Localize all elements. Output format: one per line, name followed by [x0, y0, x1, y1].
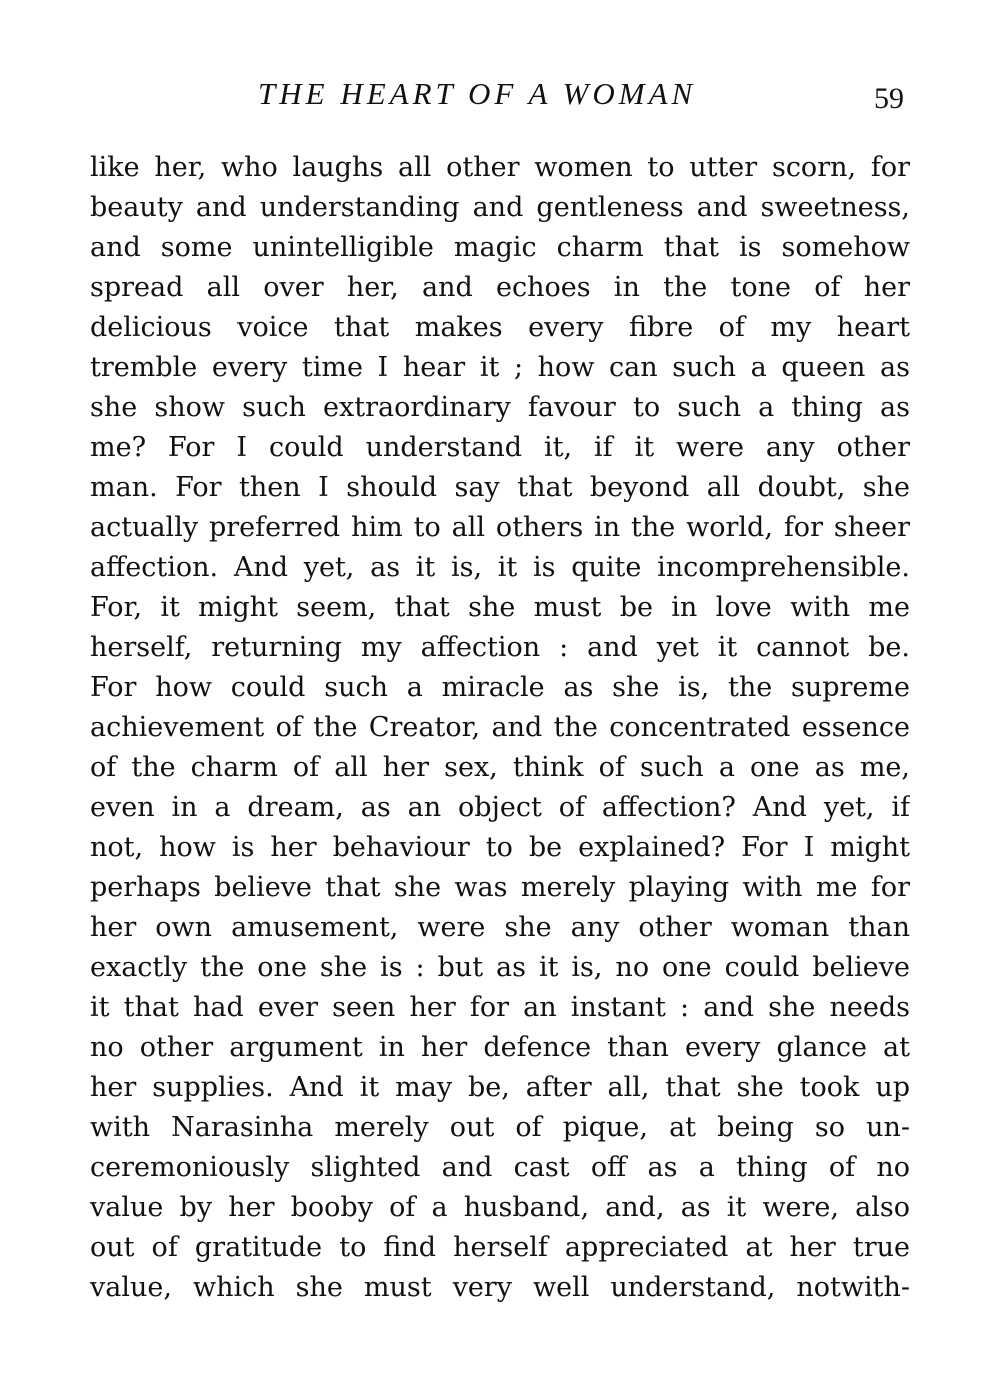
text-line: value, which she must very well understand, notwith-	[90, 1272, 910, 1303]
text-line: her own amusement, were she any other woman than	[90, 912, 910, 943]
text-line: with Narasinha merely out of pique, at being so un-	[90, 1112, 910, 1143]
text-line: even in a dream, as an object of affection? And yet, if	[90, 792, 910, 823]
running-title: THE HEART OF A WOMAN	[258, 76, 697, 111]
text-line: value by her booby of a husband, and, as it were, also	[90, 1192, 910, 1223]
text-line: achievement of the Creator, and the concentrated essence	[90, 712, 910, 743]
text-line: me? For I could understand it, if it were any other	[90, 432, 910, 463]
text-line: she show such extraordinary favour to such a thing as	[90, 392, 910, 423]
text-line: her supplies. And it may be, after all, that she took up	[90, 1072, 910, 1103]
text-line: it that had ever seen her for an instant : and she needs	[90, 992, 910, 1023]
text-line: herself, returning my affection : and yet it cannot be.	[90, 632, 910, 663]
text-line: For how could such a miracle as she is, the supreme	[90, 672, 910, 703]
text-line: out of gratitude to find herself appreciated at her true	[90, 1232, 910, 1263]
text-line: no other argument in her defence than every glance at	[90, 1032, 910, 1063]
text-line: and some unintelligible magic charm that is somehow	[90, 232, 910, 263]
text-line: of the charm of all her sex, think of such a one as me,	[90, 752, 910, 783]
text-line: ceremoniously slighted and cast off as a thing of no	[90, 1152, 910, 1183]
running-head	[0, 76, 1000, 116]
text-line: For, it might seem, that she must be in love with me	[90, 592, 910, 623]
body-text	[90, 148, 910, 1308]
text-line: beauty and understanding and gentleness and sweetness,	[90, 192, 910, 223]
text-line: not, how is her behaviour to be explained? For I might	[90, 832, 910, 863]
text-line: tremble every time I hear it ; how can such a queen as	[90, 352, 910, 383]
text-line: affection. And yet, as it is, it is quite incomprehensible.	[90, 552, 910, 583]
text-line: delicious voice that makes every fibre of my heart	[90, 312, 910, 343]
text-line: actually preferred him to all others in the world, for sheer	[90, 512, 910, 543]
text-line: man. For then I should say that beyond all doubt, she	[90, 472, 910, 503]
page-number: 59	[874, 82, 904, 115]
text-line: spread all over her, and echoes in the tone of her	[90, 272, 910, 303]
text-line: exactly the one she is : but as it is, no one could believe	[90, 952, 910, 983]
text-line: perhaps believe that she was merely playing with me for	[90, 872, 910, 903]
text-line: like her, who laughs all other women to utter scorn, for	[90, 152, 910, 183]
